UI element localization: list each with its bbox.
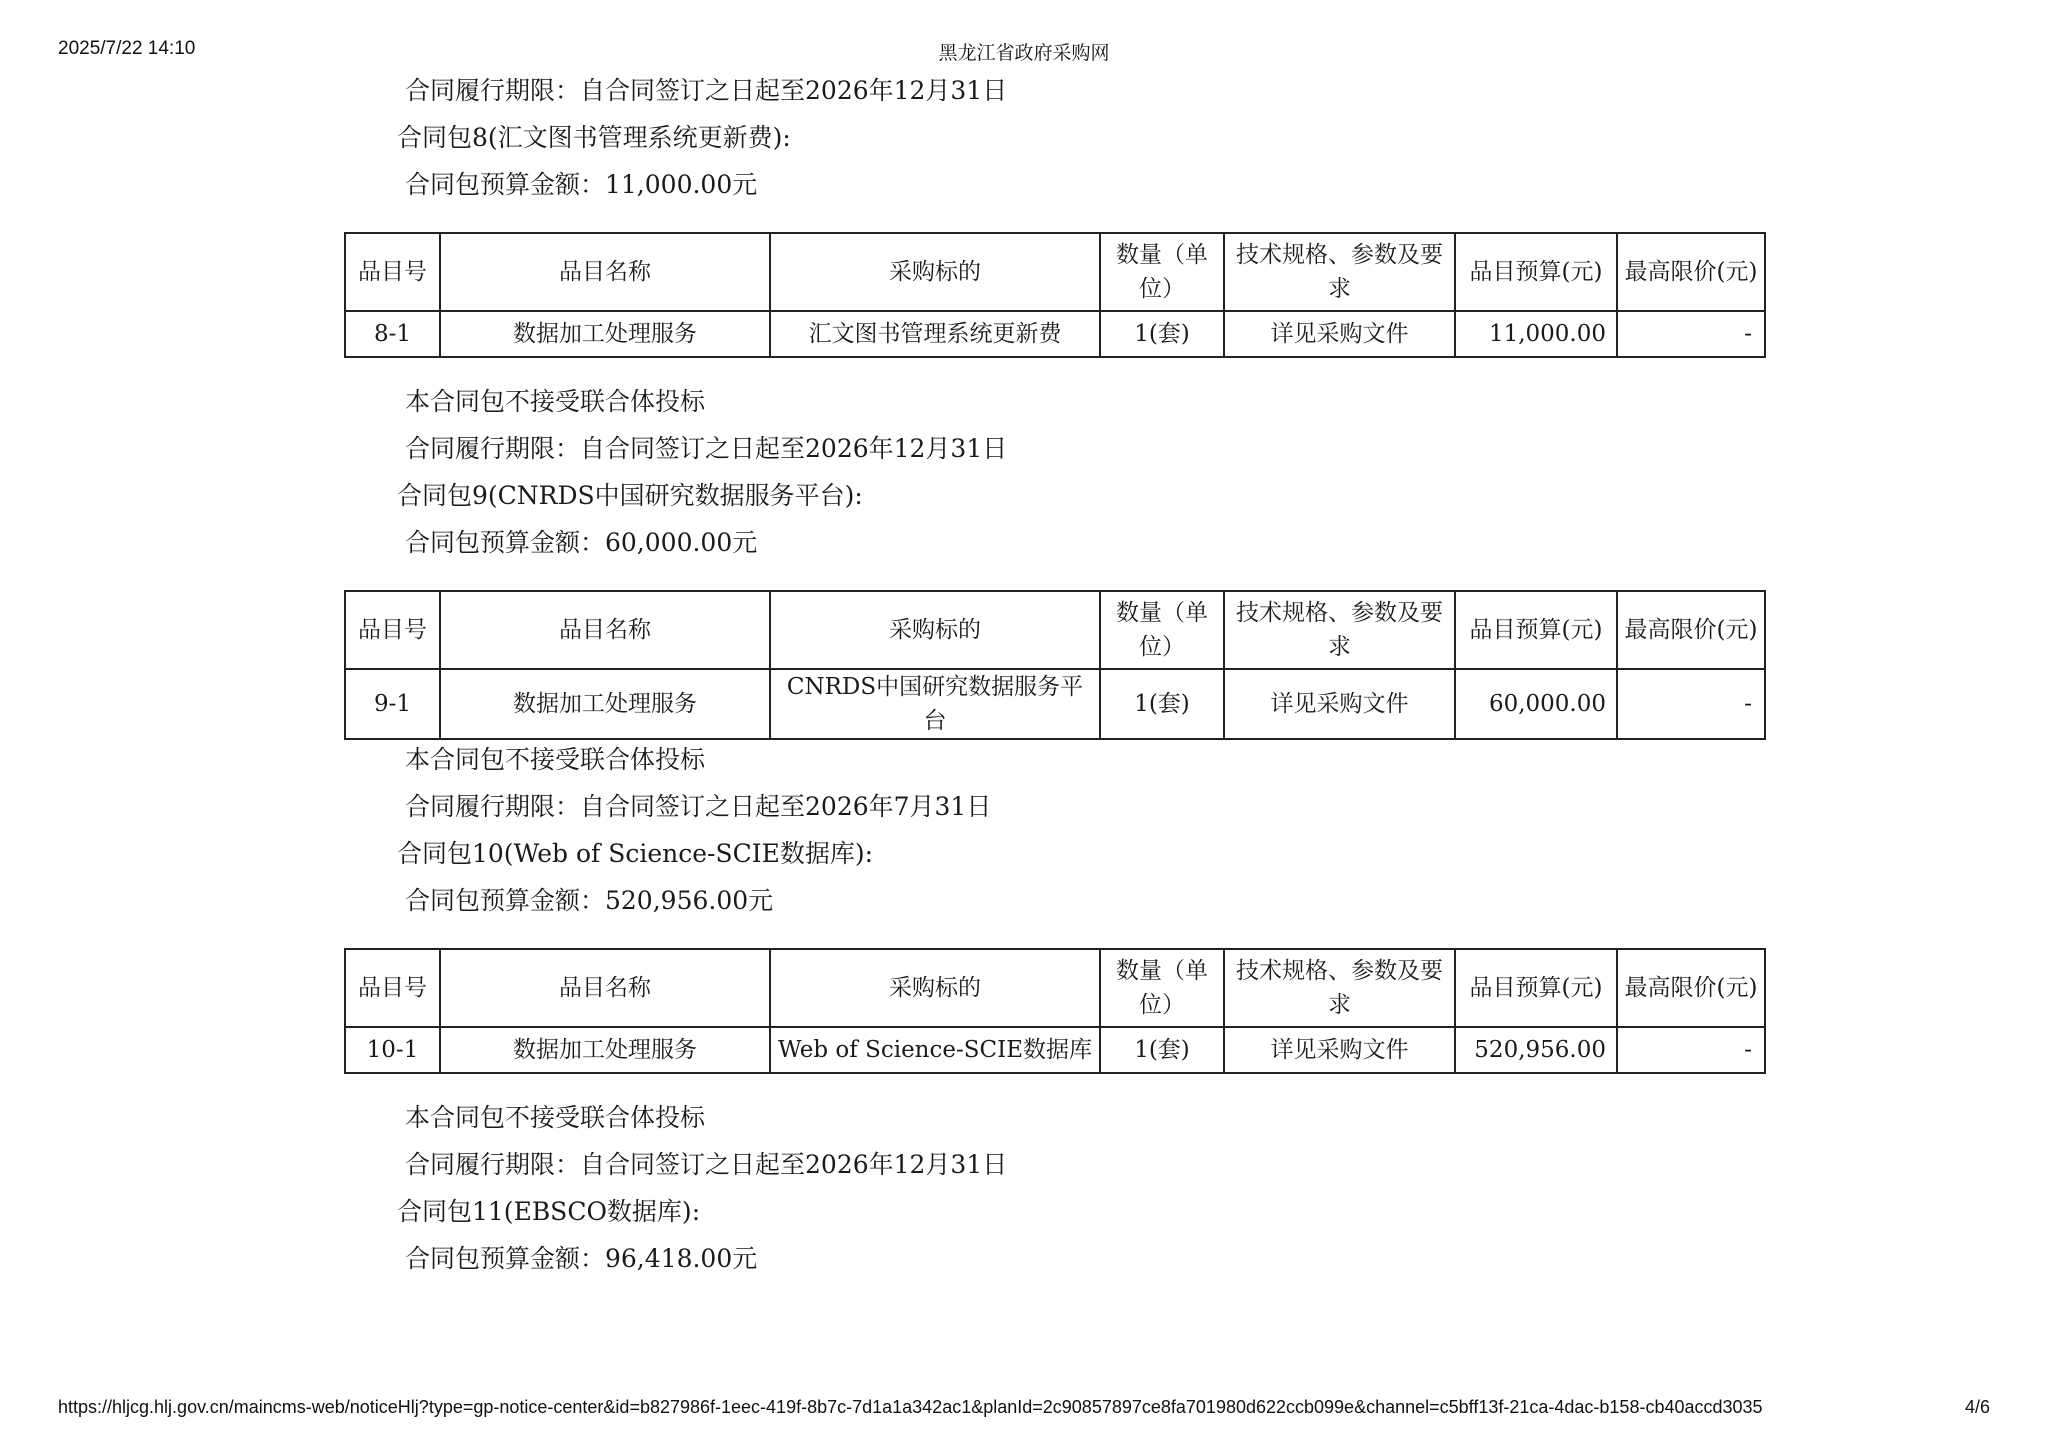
item-table-pkg10	[344, 948, 1766, 1074]
print-footer	[58, 1397, 1990, 1423]
package-title: 合同包9(CNRDS中国研究数据服务平台):	[397, 481, 863, 510]
cell-spec: 详见采购文件	[1224, 1027, 1455, 1073]
col-header-budget: 品目预算(元)	[1455, 949, 1617, 1027]
item-table-pkg9	[344, 590, 1766, 740]
cell-item-no: 8-1	[345, 311, 440, 357]
cell-spec: 详见采购文件	[1224, 669, 1455, 739]
col-header-item-name: 品目名称	[440, 591, 770, 669]
print-header	[58, 38, 1990, 64]
col-header-qty: 数量（单位）	[1100, 591, 1224, 669]
col-header-budget: 品目预算(元)	[1455, 233, 1617, 311]
table-row	[345, 669, 1765, 739]
cell-budget: 11,000.00	[1455, 311, 1617, 357]
col-header-target: 采购标的	[770, 591, 1100, 669]
cell-qty: 1(套)	[1100, 311, 1224, 357]
cell-qty: 1(套)	[1100, 669, 1224, 739]
consortium-note: 本合同包不接受联合体投标	[405, 387, 706, 416]
package-title: 合同包11(EBSCO数据库):	[397, 1197, 701, 1226]
package-budget: 合同包预算金额：520,956.00元	[405, 886, 774, 915]
consortium-note: 本合同包不接受联合体投标	[405, 745, 706, 774]
col-header-item-name: 品目名称	[440, 949, 770, 1027]
performance-period: 合同履行期限：自合同签订之日起至2026年12月31日	[405, 434, 1008, 463]
table-header-row	[345, 233, 1765, 311]
cell-budget: 520,956.00	[1455, 1027, 1617, 1073]
cell-limit: -	[1617, 1027, 1765, 1073]
consortium-note: 本合同包不接受联合体投标	[405, 1103, 706, 1132]
page-url: https://hljcg.hlj.gov.cn/maincms-web/noticeHlj?type=gp-notice-center&id=b827986f-1eec-419f-8b7c-7d1a1a342ac1&planId=2c90857897ce8fa701980d622ccb099e&channel=c5bff13f-21ca-4dac-b158-cb40accd3035	[58, 1397, 1763, 1417]
cell-target: 汇文图书管理系统更新费	[770, 311, 1100, 357]
page-number: 4/6	[1964, 1397, 1990, 1417]
cell-limit: -	[1617, 311, 1765, 357]
print-timestamp: 2025/7/22 14:10	[58, 38, 196, 59]
col-header-qty: 数量（单位）	[1100, 233, 1224, 311]
item-table-pkg8	[344, 232, 1766, 358]
col-header-limit: 最高限价(元)	[1617, 233, 1765, 311]
package-budget: 合同包预算金额：96,418.00元	[405, 1244, 758, 1273]
package-budget: 合同包预算金额：60,000.00元	[405, 528, 758, 557]
performance-period: 合同履行期限：自合同签订之日起至2026年12月31日	[405, 1150, 1008, 1179]
cell-item-no: 10-1	[345, 1027, 440, 1073]
col-header-limit: 最高限价(元)	[1617, 949, 1765, 1027]
cell-item-no: 9-1	[345, 669, 440, 739]
cell-item-name: 数据加工处理服务	[440, 1027, 770, 1073]
cell-limit: -	[1617, 669, 1765, 739]
col-header-spec: 技术规格、参数及要求	[1224, 949, 1455, 1027]
col-header-limit: 最高限价(元)	[1617, 591, 1765, 669]
cell-item-name: 数据加工处理服务	[440, 311, 770, 357]
col-header-spec: 技术规格、参数及要求	[1224, 233, 1455, 311]
table-row	[345, 311, 1765, 357]
cell-budget: 60,000.00	[1455, 669, 1617, 739]
col-header-qty: 数量（单位）	[1100, 949, 1224, 1027]
site-title: 黑龙江省政府采购网	[938, 43, 1110, 64]
col-header-budget: 品目预算(元)	[1455, 591, 1617, 669]
performance-period: 合同履行期限：自合同签订之日起至2026年7月31日	[405, 792, 992, 821]
performance-period: 合同履行期限：自合同签订之日起至2026年12月31日	[405, 76, 1008, 105]
col-header-spec: 技术规格、参数及要求	[1224, 591, 1455, 669]
table-header-row	[345, 949, 1765, 1027]
cell-spec: 详见采购文件	[1224, 311, 1455, 357]
table-header-row	[345, 591, 1765, 669]
cell-item-name: 数据加工处理服务	[440, 669, 770, 739]
col-header-item-no: 品目号	[345, 591, 440, 669]
table-row	[345, 1027, 1765, 1073]
package-title: 合同包8(汇文图书管理系统更新费):	[397, 123, 791, 152]
cell-qty: 1(套)	[1100, 1027, 1224, 1073]
col-header-target: 采购标的	[770, 949, 1100, 1027]
cell-target: CNRDS中国研究数据服务平台	[770, 669, 1100, 739]
col-header-target: 采购标的	[770, 233, 1100, 311]
col-header-item-name: 品目名称	[440, 233, 770, 311]
cell-target: Web of Science-SCIE数据库	[770, 1027, 1100, 1073]
col-header-item-no: 品目号	[345, 949, 440, 1027]
col-header-item-no: 品目号	[345, 233, 440, 311]
package-budget: 合同包预算金额：11,000.00元	[405, 170, 758, 199]
package-title: 合同包10(Web of Science-SCIE数据库):	[397, 839, 874, 868]
